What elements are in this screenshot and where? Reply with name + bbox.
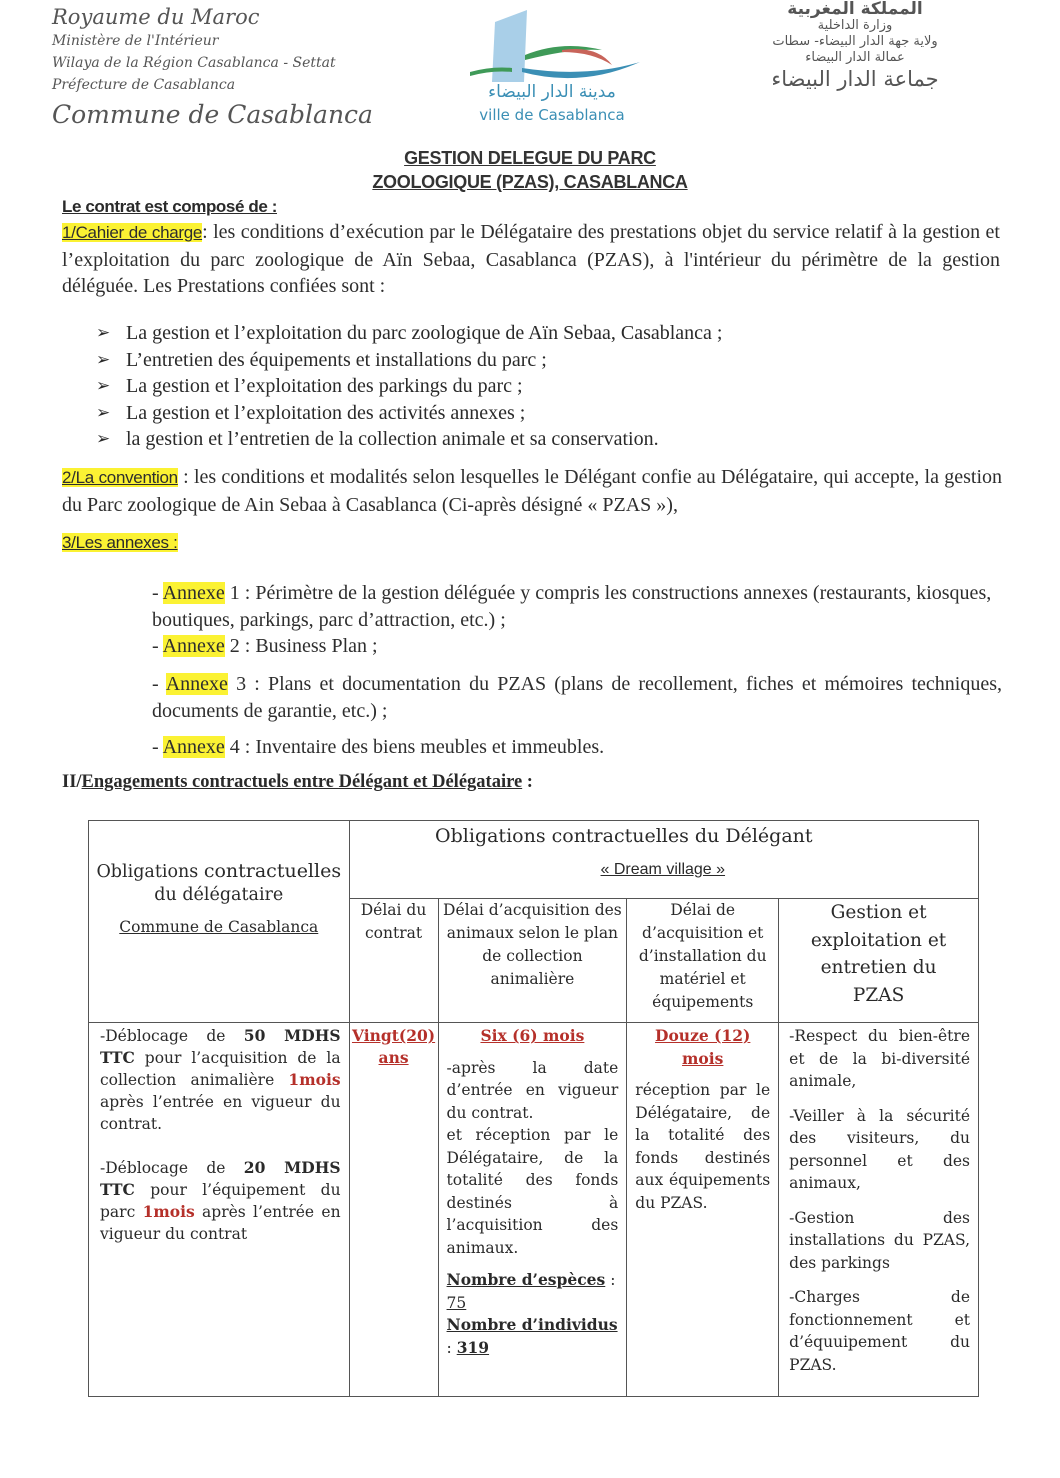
letterhead-right [745,0,965,92]
delai-contrat-cell: Vingt(20) ans [349,1023,438,1397]
annex-label: Annexe [165,673,228,695]
arrow-bullet-icon: ➢ [96,402,111,422]
delegant-header: Obligations contractuelles du Délégant « Dream village » [349,821,978,899]
ministry-label: Ministère de l'Intérieur [52,33,219,49]
list-item: ➢ La gestion et l’exploitation des activités annexes ; [96,400,896,427]
list-item: ➢ La gestion et l’exploitation du parc zoologique de Aïn Sebaa, Casablanca ; [96,320,896,347]
document-title-line1: GESTION DELEGUE DU PARC [404,148,656,168]
wilaya-label-ar: ولاية جهة الدار البيضاء- سطات [772,34,938,49]
column-header: Gestion et exploitation et entretien du PZAS [779,899,979,1023]
convention-paragraph [62,464,1002,518]
section-2-heading: II/Engagements contractuels entre Délégant et Délégataire : [62,772,533,792]
cahier-text: : les conditions d’exécution par le Délégataire des prestations objet du service relatif à la gestion et l’exploitation du parc zoologique de Aïn Sebaa, Casablanca (PZAS), à l'intérieur du périmètre de la gestion déléguée. Les Prestations confiées sont : [62,221,1000,297]
document-title-line2: ZOOLOGIQUE (PZAS), CASABLANCA [372,172,688,192]
prefecture-label: Préfecture de Casablanca [52,77,236,93]
delai-animaux-cell: Six (6) mois -après la date d’entrée en vigueur du contrat. et réception par le Délégataire, de la totalité des fonds destinés à l’acquisition des animaux. Nombre d’espèces : 75 Nombre d’individus : 319 [438,1023,627,1397]
list-item: ➢ la gestion et l’entretien de la collection animale et sa conservation. [96,426,896,453]
annex-item-3: - Annexe 3 : Plans et documentation du PZAS (plans de recollement, fiches et mémoires techniques, documents de garantie, etc.) ; [152,673,1003,722]
individuals-count: Nombre d’individus : 319 [446,1315,618,1357]
cahier-paragraph [62,219,1000,300]
gestion-cell: -Respect du bien-être et de la bi-diversité animale, -Veiller à la sécurité des visiteurs, du personnel et des animaux, -Gestion des installations du PZAS, des parkings -Charges de fonctionnement et d’équuipement du PZAS. [779,1023,979,1397]
obligations-table [88,820,979,1397]
annex-label: Annexe [162,635,225,657]
ministry-label-ar: وزارة الداخلية [817,18,893,33]
annex-label: Annexe [162,582,225,604]
arrow-bullet-icon: ➢ [96,376,111,395]
commune-label-ar: جماعة الدار البيضاء [771,67,939,91]
contract-heading: Le contrat est composé de : [62,197,277,216]
city-logo-icon [462,10,642,85]
prestations-list [96,320,896,453]
delegataire-header: Obligations contractuelles du délégataire Commune de Casablanca [89,821,350,1023]
species-count: Nombre d’espèces : 75 [446,1270,616,1312]
column-header: Délai de d’acquisition et d’installation du matériel et équipements [627,899,779,1023]
arrow-bullet-icon: ➢ [96,429,111,448]
delegataire-cell: -Déblocage de 50 MDHS TTC pour l’acquisition de la collection animalière 1mois après l’entrée en vigueur du contrat. -Déblocage de 20 MDHS TTC pour l’équipement du parc 1mois après l’entrée en vigueur du contrat [89,1023,350,1397]
annexes-heading: 3/Les annexes : [62,533,178,552]
casablanca-logo [462,10,642,125]
commune-subtitle: Commune de Casablanca [119,918,319,936]
list-item: ➢ L’entretien des équipements et installations du parc ; [96,347,896,374]
arrow-bullet-icon: ➢ [96,349,111,369]
convention-label: 2/La convention [62,468,178,487]
delai-materiel-cell: Douze (12) mois réception par le Délégataire, de la totalité des fonds destinés aux équipements du PZAS. [627,1023,779,1397]
dream-village-label: « Dream village » [600,861,726,878]
annex-item-1: - Annexe 1 : Périmètre de la gestion déléguée y compris les constructions annexes (restaurants, kiosques, boutiques, parkings, parc d’attraction, etc.) ; [152,582,992,631]
commune-label: Commune de Casablanca [52,100,373,129]
wilaya-label: Wilaya de la Région Casablanca - Settat [52,55,336,71]
letterhead-left [52,4,373,132]
prefecture-label-ar: عمالة الدار البيضاء [805,50,905,65]
kingdom-label-ar: المملكة المغربية [787,0,923,19]
annex-item-2: - Annexe 2 : Business Plan ; [152,635,378,657]
convention-text: : les conditions et modalités selon lesquelles le Délégant confie au Délégataire, qui accepte, la gestion du Parc zoologique de Ain Sebaa à Casablanca (Ci-après désigné « PZAS »), [62,466,1003,516]
annex-label: Annexe [162,736,225,758]
kingdom-label: Royaume du Maroc [52,5,260,29]
annex-item-4: - Annexe 4 : Inventaire des biens meubles et immeubles. [152,736,605,758]
column-header: Délai du contrat [349,899,438,1023]
cahier-label: 1/Cahier de charge [62,223,203,242]
list-item: ➢ La gestion et l’exploitation des parkings du parc ; [96,373,896,400]
column-header: Délai d’acquisition des animaux selon le plan de collection animalière [438,899,627,1023]
arrow-bullet-icon: ➢ [96,323,111,342]
logo-french-text: ville de Casablanca [479,106,625,124]
logo-arabic-text: مدينة الدار البيضاء [488,82,616,102]
